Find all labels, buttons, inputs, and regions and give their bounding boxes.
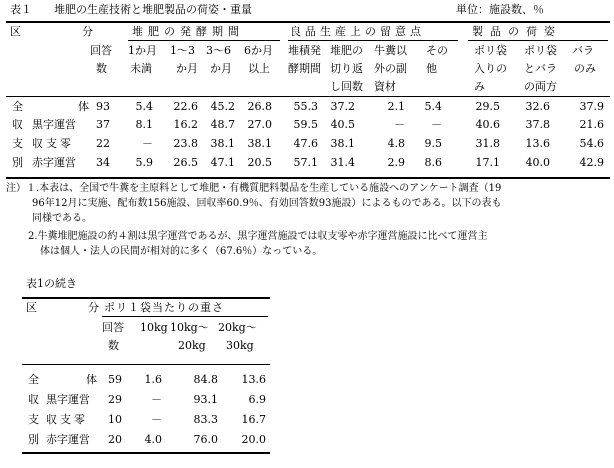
table-cell: － <box>151 393 162 406</box>
row-group-char: 支 <box>12 137 23 150</box>
header-hakko: 堆肥の発酵期間 <box>132 25 244 38</box>
row-label: 黒字運営 <box>32 118 76 131</box>
row-group-char: 別 <box>28 433 39 446</box>
table-cell: 93 <box>96 100 110 113</box>
table-cell: 40.5 <box>330 118 355 131</box>
table-cell: 1.6 <box>144 373 162 386</box>
table-cell: 10 <box>108 413 122 426</box>
table1-top-rule <box>6 21 610 23</box>
row-group-char: 全 <box>28 373 39 386</box>
underline-nisugata <box>468 40 608 41</box>
table1b-top-rule <box>22 297 270 299</box>
table-cell: 57.1 <box>293 156 318 169</box>
table-cell: 20.5 <box>247 156 272 169</box>
t1b-header-ku: 区 <box>26 301 37 314</box>
table-cell: 93.1 <box>193 393 218 406</box>
table-cell: 83.3 <box>193 413 218 426</box>
table-cell: 5.4 <box>424 100 442 113</box>
table-cell: 4.0 <box>144 433 162 446</box>
header-ryuiten: 良品生産上の留意点 <box>290 25 425 38</box>
row-group-char: 全 <box>12 100 23 113</box>
table-cell: 5.4 <box>135 100 153 113</box>
t1b-underline-weight <box>102 316 268 317</box>
table-cell: 59 <box>108 373 122 386</box>
table-cell: 76.0 <box>193 433 218 446</box>
table-cell: 13.6 <box>525 137 550 150</box>
row-group-char: 収 <box>12 118 23 131</box>
table-cell: 32.6 <box>525 100 550 113</box>
table-cell: － <box>142 137 153 150</box>
row-group-char: 支 <box>28 413 39 426</box>
table-cell: 26.5 <box>173 156 198 169</box>
table-cell: 13.6 <box>241 373 266 386</box>
underline-hakko <box>128 40 280 41</box>
table-cell: 16.7 <box>241 413 266 426</box>
row-label: 体 <box>86 373 97 386</box>
header-ku: 区 <box>10 25 21 38</box>
table-cell: 17.1 <box>475 156 500 169</box>
row-label: 黒字運営 <box>46 393 90 406</box>
row-label: 収支零 <box>46 413 88 426</box>
table-cell: 20.0 <box>241 433 266 446</box>
table-cell: 8.6 <box>424 156 442 169</box>
table-cell: 6.9 <box>248 393 266 406</box>
table-cell: 84.8 <box>193 373 218 386</box>
table-cell: 59.5 <box>293 118 318 131</box>
table1b-header-rule <box>22 364 270 365</box>
row-group-char: 別 <box>12 156 23 169</box>
table-cell: 29 <box>108 393 122 406</box>
table-cell: 2.1 <box>387 100 405 113</box>
table-cell: 23.8 <box>173 137 198 150</box>
header-nisugata: 製品の荷姿 <box>472 25 562 38</box>
table1b-title: 表1の続き <box>26 277 77 290</box>
table1-bottom-rule <box>6 177 610 179</box>
table-cell: 16.2 <box>173 118 198 131</box>
table1-unit: 単位：施設数、％ <box>456 3 544 16</box>
table-cell: 27.0 <box>247 118 272 131</box>
note2-line1: 2.牛糞堆肥施設の約４割は黒字運営であるが、黒字運営施設では収支零や赤字運営施設に比べて運営主 <box>28 231 488 242</box>
table-cell: － <box>394 118 405 131</box>
table1-title: 表１ 堆肥の生産技術と堆肥製品の荷姿・重量 <box>10 3 252 16</box>
table-cell: 37.2 <box>330 100 355 113</box>
table-cell: 55.3 <box>293 100 318 113</box>
table-cell: 5.9 <box>135 156 153 169</box>
table-cell: 22.6 <box>173 100 198 113</box>
t1b-header-weight: ポリ１袋当たりの重さ <box>104 301 224 314</box>
table-cell: 20 <box>108 433 122 446</box>
note1-line1: 注）１.本表は、全国で牛糞を主原料として堆肥・有機質肥料製品を生産している施設へのアンケート調査（19 <box>6 183 502 194</box>
table-cell: 54.6 <box>579 137 604 150</box>
t1b-header-bun: 分 <box>88 301 99 314</box>
table-cell: 8.1 <box>135 118 153 131</box>
table-cell: 31.4 <box>330 156 355 169</box>
table-cell: 45.2 <box>210 100 235 113</box>
table1b-bottom-rule <box>22 452 270 454</box>
table-cell: 37 <box>96 118 110 131</box>
row-label: 赤字運営 <box>32 156 76 169</box>
underline-ryuiten <box>288 40 458 41</box>
row-label: 体 <box>78 100 89 113</box>
table-cell: 37.8 <box>525 118 550 131</box>
table-cell: 9.5 <box>424 137 442 150</box>
table1-header-rule <box>6 96 610 97</box>
table-cell: 40.0 <box>525 156 550 169</box>
table-cell: 47.6 <box>293 137 318 150</box>
table-cell: 26.8 <box>247 100 272 113</box>
row-group-char: 収 <box>28 393 39 406</box>
note1-line2: 96年12月に実施、配布数156施設、回収率60.9％、有効回答数93施設）によるものである。以下の表も <box>32 198 502 209</box>
table-cell: 31.8 <box>475 137 500 150</box>
table-cell: 38.1 <box>330 137 355 150</box>
table-cell: 21.6 <box>579 118 604 131</box>
header-bun: 分 <box>82 25 93 38</box>
table-cell: 48.7 <box>210 118 235 131</box>
note2-line2: 体は個人・法人の民間が相対的に多く（67.6％）なっている。 <box>40 246 323 257</box>
table-cell: 34 <box>96 156 110 169</box>
table-cell: 37.9 <box>579 100 604 113</box>
table-cell: 38.1 <box>210 137 235 150</box>
table-cell: 2.9 <box>387 156 405 169</box>
table-cell: 42.9 <box>579 156 604 169</box>
note1-line3: 同様である。 <box>32 213 92 224</box>
row-label: 赤字運営 <box>46 433 90 446</box>
table-cell: 47.1 <box>210 156 235 169</box>
table-cell: 38.1 <box>247 137 272 150</box>
table-cell: － <box>151 413 162 426</box>
table-cell: 29.5 <box>475 100 500 113</box>
table-cell: 22 <box>96 137 110 150</box>
table-cell: － <box>431 118 442 131</box>
row-label: 収支零 <box>32 137 74 150</box>
table-cell: 4.8 <box>387 137 405 150</box>
table-cell: 40.6 <box>475 118 500 131</box>
